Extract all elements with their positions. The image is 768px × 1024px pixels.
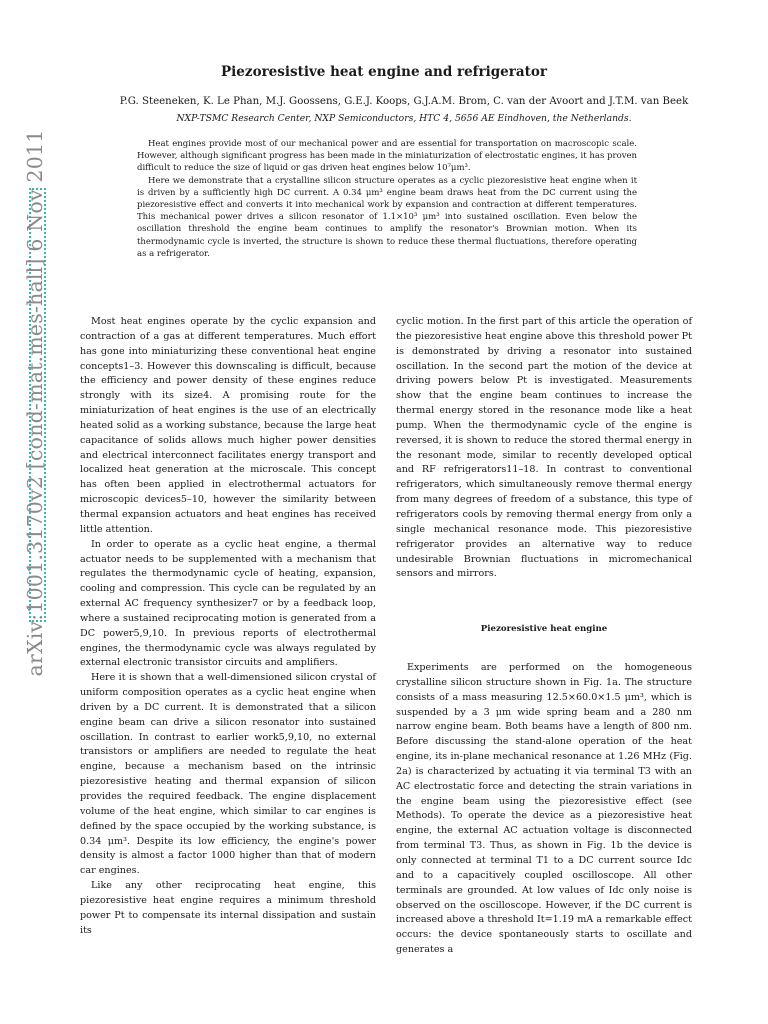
arxiv-identifier[interactable]: arXiv:1001.3170v2 [cond-mat.mes-hall] 6 Nov 2011 (23, 129, 47, 677)
body-paragraph: Experiments are performed on the homogeneous crystalline silicon structure shown in Fig. 1a. The structure consists of a mass measuring 12.5×60.0×1.5 μm³, which is suspended by a 3 μm wide spring beam and a 280 nm narrow engine beam. Both beams have a length of 800 nm. Before discussing the stand-alone operation of the heat engine, its in-plane mechanical resonance at 1.26 MHz (Fig. 2a) is characterized by actuating it via terminal T3 with an AC electrostatic force and detecting the strain variations in the engine beam using the piezoresistive effect (see Methods). To operate the device as a piezoresistive heat engine, the external AC actuation voltage is disconnected from terminal T3. Thus, as shown in Fig. 1b the device is only connected at terminal T1 to a DC current source Idc and to a capacitively coupled oscilloscope. All other terminals are grounded. At low values of Idc only noise is observed on the oscilloscope. However, if the DC current is increased above a threshold It=1.19 mA a remarkable effect occurs: the device spontaneously starts to oscillate and generates a (396, 662, 692, 956)
abstract-paragraph: Heat engines provide most of our mechanical power and are essential for transportation on macroscopic scale. However, although significant progress has been made in the miniaturization of electrostatic engines, it has proven difficult to reduce the size of liquid or gas driven heat engines below 10⁷μm³. (137, 139, 637, 174)
body-paragraph: Here it is shown that a well-dimensioned silicon crystal of uniform composition operates as a cyclic heat engine when driven by a DC current. It is demonstrated that a silicon engine beam can drive a silicon resonator into sustained oscillation. In contrast to earlier work5,9,10, no external transistors or amplifiers are needed to regulate the heat engine, because a mechanism based on the intrinsic piezoresistive heating and thermal expansion of silicon provides the required feedback. The engine displacement volume of the heat engine, which similar to car engines is defined by the space occupied by the working substance, is 0.34 μm³. Despite its low efficiency, the engine's power density is almost a factor 1000 higher than that of modern car engines. (80, 672, 376, 877)
right-column (396, 315, 692, 958)
author-list: P.G. Steeneken, K. Le Phan, M.J. Goossens, G.E.J. Koops, G.J.A.M. Brom, C. van der Avoort and J.T.M. van Beek (119, 96, 689, 107)
left-column (80, 315, 376, 938)
abstract-paragraph: Here we demonstrate that a crystalline silicon structure operates as a cyclic piezoresistive heat engine when it is driven by a sufficiently high DC current. A 0.34 μm³ engine beam draws heat from the DC current using the piezoresistive effect and converts it into mechanical work by expansion and contraction at different temperatures. This mechanical power drives a silicon resonator of 1.1×10³ μm³ into sustained oscillation. Even below the oscillation threshold the engine beam continues to amplify the resonator's Brownian motion. When its thermodynamic cycle is inverted, the structure is shown to reduce these thermal fluctuations, therefore operating as a refrigerator. (137, 175, 637, 259)
abstract (137, 138, 637, 260)
body-paragraph: Like any other reciprocating heat engine, this piezoresistive heat engine requires a minimum threshold power Pt to compensate its internal dissipation and sustain its (80, 880, 376, 936)
affiliation: NXP-TSMC Research Center, NXP Semiconductors, HTC 4, 5656 AE Eindhoven, the Netherlands. (176, 113, 632, 124)
section-heading: Piezoresistive heat engine (480, 624, 608, 635)
arxiv-sidebar (6, 129, 64, 677)
body-paragraph: In order to operate as a cyclic heat engine, a thermal actuator needs to be supplemented with a mechanism that regulates the thermodynamic cycle of heating, expansion, cooling and compression. This cycle can be regulated by an external AC frequency synthesizer7 or by a feedback loop, where a sustained reciprocating motion is generated from a DC power5,9,10. In previous reports of electrothermal engines, the thermodynamic cycle was always regulated by external electronic transistor circuits and amplifiers. (80, 538, 376, 669)
body-paragraph: Most heat engines operate by the cyclic expansion and contraction of a gas at different temperatures. Much effort has gone into miniaturizing these conventional heat engine concepts1–3. However this downscaling is difficult, because the efficiency and power density of these engines reduce strongly with its size4. A promising route for the miniaturization of heat engines is the use of an electrically heated solid as a working substance, because the large heat capacitance of solids allows much higher power densities and electrical interconnect facilitates energy transport and localized heat generation at the microscale. This concept has often been applied in electrothermal actuators for microscopic devices5–10, however the similarity between thermal expansion actuators and heat engines has received little attention. (80, 316, 376, 535)
body-paragraph: cyclic motion. In the first part of this article the operation of the piezoresistive heat engine above this threshold power Pt is demonstrated by driving a resonator into sustained oscillation. In the second part the motion of the device at driving powers below Pt is investigated. Measurements show that the engine beam continues to increase the thermal energy stored in the resonance mode like a heat pump. When the thermodynamic cycle of the engine is reversed, it is shown to reduce the stored thermal energy in the resonant mode, similar to recently developed optical and RF refrigerators11–18. In contrast to conventional refrigerators, which simultaneously remove thermal energy from many degrees of freedom of a substance, this type of refrigerators cools by removing thermal energy from only a single mechanical resonance mode. This piezoresistive refrigerator provides an alternative way to reduce undesirable Brownian fluctuations in micromechanical sensors and mirrors. (396, 316, 692, 580)
paper-title: Piezoresistive heat engine and refrigerator (221, 64, 547, 80)
